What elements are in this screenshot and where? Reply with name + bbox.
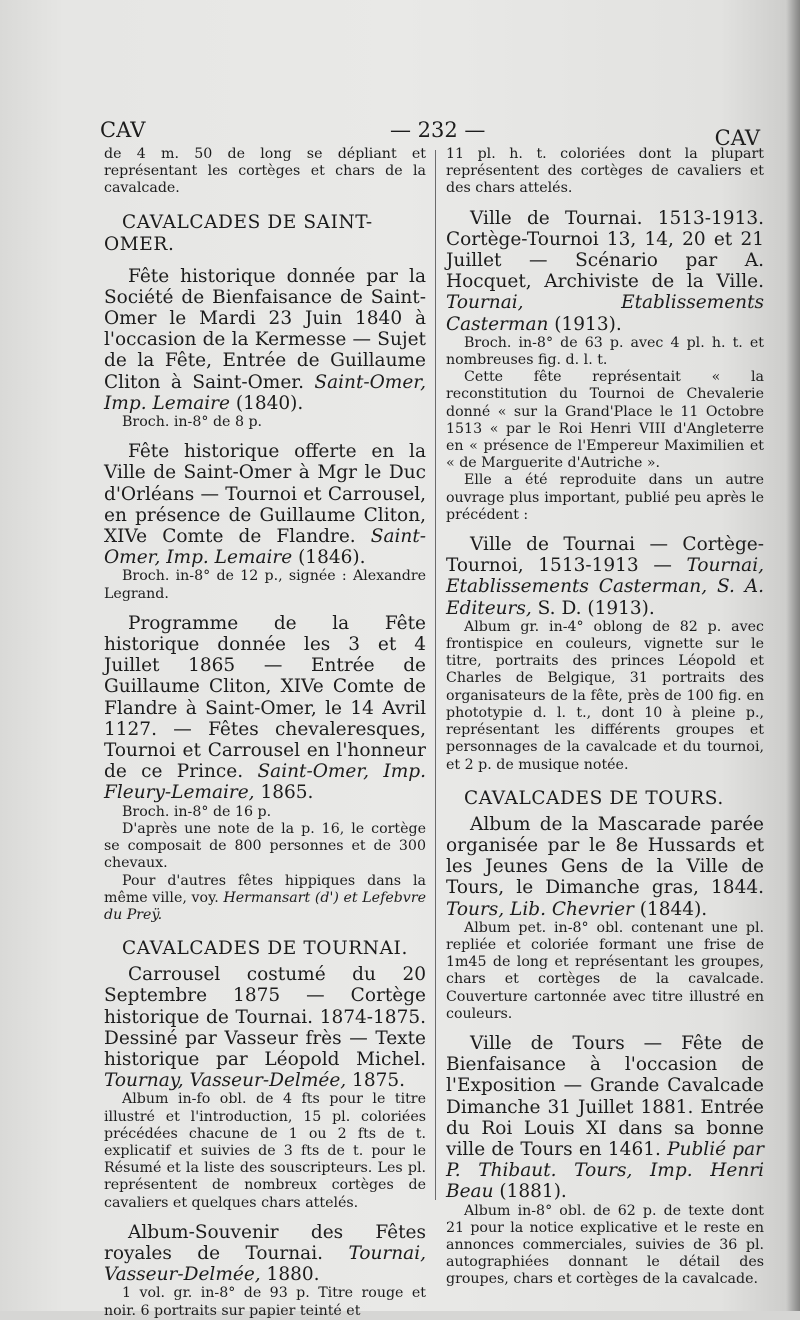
entry-9: Ville de Tours — Fête de Bienfaisance à l'occasion de l'Exposition — Grande Cavalcade Dimanche 31 Juillet 1881. Entrée du Roi Louis XI dans sa bonne ville de Tours en 1461. Publié par P. Thibaut. Tours, Imp. Henri Beau (1881). — [446, 1032, 764, 1203]
entry-6: Ville de Tournai. 1513-1913. Cortège-Tournoi 13, 14, 20 et 21 Juillet — Scénario par A. Hocquet, Archiviste de la Ville. Tournai, Etablissements Casterman (1913). — [446, 207, 764, 335]
entry-2: Fête historique offerte en la Ville de Saint-Omer à Mgr le Duc d'Orléans — Tournoi et Carrousel, en présence de Guillaume Cliton, XIVe Comte de Flandre. Saint-Omer, Imp. Lemaire (1846). — [104, 441, 427, 569]
entry-6-note-2: Cette fête représentait « la reconstitution du Tournoi de Chevalerie donné « sur la Grand'Place le 11 Octobre 1513 « par le Roi Henri VIII d'Angleterre en « présence de l'Empereur Maximilien et « de Marguerite d'Autriche ». — [446, 369, 764, 472]
entry-5: Album-Souvenir des Fêtes royales de Tournai. Tournai, Vasseur-Delmée, 1880. — [104, 1221, 426, 1286]
entry-3-note-2: D'après une note de la p. 16, le cortège se composait de 800 personnes et de 300 chevaux. — [104, 820, 426, 872]
entry-5-note: 1 vol. gr. in-8° de 93 p. Titre rouge et noir. 6 portraits sur papier teinté et — [104, 1285, 426, 1319]
entry-3: Programme de la Fête historique donnée les 3 et 4 Juillet 1865 — Entrée de Guillaume Cliton, XIVe Comte de Flandre à Saint-Omer, le 14 Avril 1127. — Fêtes chevaleresques, Tournoi et Carrousel en l'honneur de ce Prince. Saint-Omer, Imp. Fleury-Lemaire, 1865. — [104, 612, 426, 804]
entry-8: Album de la Mascarade parée organisée par le 8e Hussards et les Jeunes Gens de la Ville de Tours, le Dimanche gras, 1844. Tours, Lib. Chevrier (1844). — [446, 813, 764, 920]
entry-8-note: Album pet. in-8° obl. contenant une pl. repliée et coloriée formant une frise de 1m45 de long et représentant les groupes, chars et cortèges de la cavalcade. Couverture cartonnée avec titre illustré en couleurs. — [446, 919, 764, 1022]
header-left: CAV — [100, 118, 146, 142]
entry-3-note-3: Pour d'autres fêtes hippiques dans la même ville, voy. Hermansart (d') et Lefebvre du Preÿ. — [104, 872, 426, 923]
page-edge-shadow — [786, 0, 800, 1311]
entry-7: Ville de Tournai — Cortège-Tournoi, 1513-1913 — Tournai, Etablissements Casterman, S. A. Editeurs, S. D. (1913). — [446, 534, 765, 619]
page-number: — 232 — — [390, 118, 486, 142]
entry-9-note: Album in-8° obl. de 62 p. de texte dont 21 pour la notice explicative et le reste en annonces commerciales, suivies de 36 pl. autographiées donnant le détail des groupes, chars et cortèges de la cavalcade. — [446, 1202, 764, 1288]
section-heading-tours: CAVALCADES DE TOURS. — [464, 787, 724, 809]
entry-3-note-1: Broch. in-8° de 16 p. — [122, 803, 272, 820]
running-header — [100, 118, 760, 148]
right-column — [446, 146, 764, 1289]
section-heading-saint-omer: CAVALCADES DE SAINT-OMER. — [104, 211, 373, 255]
entry-1-note: Broch. in-8° de 8 p. — [122, 414, 263, 431]
entry-7-note: Album gr. in-4° oblong de 82 p. avec frontispice en couleurs, vignette sur le titre, portraits des princes Léopold et Charles de Belgique, 31 portraits des organisateurs de la fête, près de 100 fig. en phototypie d. l. t., dont 10 à pleine p., représentant les différents groupes et personnages de la cavalcade et du tournoi, et 2 p. de musique notée. — [446, 618, 764, 773]
entry-6-note-3: Elle a été reproduite dans un autre ouvrage plus important, publié peu après le précédent : — [446, 472, 764, 523]
entry-4: Carrousel costumé du 20 Septembre 1875 — Cortège historique de Tournai. 1874-1875. Dessiné par Vasseur frès — Texte historique par Léopold Michel. Tournay, Vasseur-Delmée, 1875. — [104, 964, 426, 1092]
column-divider — [435, 150, 436, 1200]
continued-note-right: 11 pl. h. t. coloriées dont la plupart représentent des cortèges de cavaliers et des chars attelés. — [446, 146, 764, 197]
header-right: CAV — [714, 126, 760, 150]
entry-1: Fête historique donnée par la Société de Bienfaisance de Saint-Omer le Mardi 23 Juin 1840 à l'occasion de la Kermesse — Sujet de la Fête, Entrée de Guillaume Cliton à Saint-Omer. Saint-Omer, Imp. Lemaire (1840). — [104, 265, 426, 414]
continued-note: de 4 m. 50 de long se dépliant et représentant les cortèges et chars de la cavalcade. — [104, 146, 426, 197]
left-column — [104, 146, 426, 1320]
entry-6-note-1: Broch. in-8° de 63 p. avec 4 pl. h. t. et nombreuses fig. d. l. t. — [446, 334, 764, 369]
entry-4-note: Album in-fo obl. de 4 fts pour le titre illustré et l'introduction, 15 pl. coloriées précédées chacune de 1 ou 2 fts de t. explicatif et suivies de 3 fts de t. pour le Résumé et la liste des souscripteurs. Les pl. représentent de nombreux cortèges de cavaliers et quelques chars attelés. — [104, 1091, 426, 1211]
section-heading-tournai: CAVALCADES DE TOURNAI. — [122, 938, 408, 960]
entry-2-note: Broch. in-8° de 12 p., signée : Alexandre Legrand. — [104, 568, 426, 602]
